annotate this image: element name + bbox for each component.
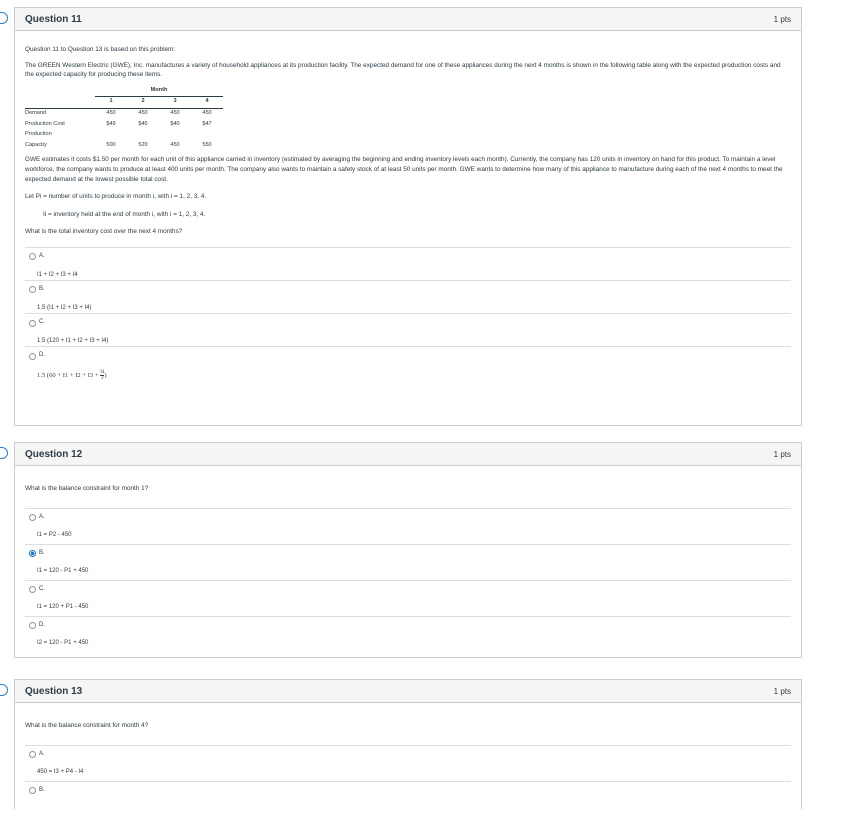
question-body — [15, 31, 801, 387]
answer-text: I1 = P2 - 450 — [37, 532, 72, 539]
question-header — [15, 8, 801, 31]
cell: 520 — [138, 141, 148, 148]
cell: 450 — [170, 141, 180, 148]
radio-button[interactable] — [29, 286, 36, 293]
question-points: 1 pts — [773, 14, 791, 24]
answer-text: 1.5 (60 + I1 + I2 + I3 + — [37, 372, 99, 380]
answer-option-d[interactable] — [25, 616, 791, 649]
answer-letter: C. — [39, 585, 45, 592]
cell: 450 — [106, 109, 116, 116]
answer-option-a[interactable] — [25, 508, 791, 544]
answer-option-c[interactable] — [25, 313, 791, 346]
radio-button[interactable] — [29, 586, 36, 593]
cell: 450 — [202, 109, 212, 116]
radio-button[interactable] — [29, 514, 36, 521]
question-header — [15, 680, 801, 703]
question-13-card — [14, 679, 802, 809]
fraction: $\frac{I4}{2}$ — [100, 370, 105, 382]
problem-text: The GREEN Western Electric (GWE), Inc. manufactures a variety of household appliances at its production facility. The expected demand for one of these appliances during the next 4 months is shown in the following table along with the expected production costs and the expected capacity for producing these items. — [25, 61, 781, 79]
answer-option-c[interactable] — [25, 580, 791, 616]
month-col: 3 — [159, 97, 191, 109]
question-title: Question 13 — [25, 685, 83, 697]
answer-text: 1.5 (I1 + I2 + I3 + I4) — [37, 304, 92, 311]
answer-letter: B. — [39, 786, 45, 793]
answer-option-b[interactable] — [25, 781, 791, 812]
table-row — [25, 141, 223, 152]
cell: $49 — [106, 120, 116, 127]
cell: 500 — [106, 141, 116, 148]
question-title: Question 12 — [25, 448, 83, 460]
table-row — [25, 130, 223, 141]
radio-button-selected[interactable] — [29, 550, 36, 557]
answer-text: I1 + I2 + I3 + I4 — [37, 271, 78, 278]
answer-list — [25, 508, 791, 649]
radio-button[interactable] — [29, 751, 36, 758]
answer-text: I1 = 120 + P1 - 450 — [37, 604, 89, 611]
answer-text: I2 = 120 - P1 + 450 — [37, 640, 89, 647]
cell: 450 — [170, 109, 180, 116]
question-points: 1 pts — [773, 686, 791, 696]
flag-question-icon[interactable] — [0, 684, 8, 696]
cell: 450 — [138, 109, 148, 116]
month-col: 4 — [191, 97, 223, 109]
cell: $45 — [138, 120, 148, 127]
answer-letter: B. — [39, 549, 45, 556]
answer-letter: A. — [39, 750, 45, 757]
flag-question-icon[interactable] — [0, 447, 8, 459]
radio-button[interactable] — [29, 320, 36, 327]
answer-letter: A. — [39, 513, 45, 520]
demand-table — [25, 86, 223, 152]
answer-letter: C. — [39, 319, 45, 326]
radio-button[interactable] — [29, 622, 36, 629]
answer-letter: D. — [39, 352, 45, 359]
row-label: Capacity — [25, 141, 47, 148]
question-text: What is the total inventory cost over the next 4 months? — [25, 228, 183, 236]
radio-button[interactable] — [29, 353, 36, 360]
row-label: Production Cost — [25, 120, 65, 127]
month-header: Month — [95, 86, 223, 97]
answer-letter: B. — [39, 286, 45, 293]
answer-list — [25, 745, 791, 812]
answer-option-d[interactable] — [25, 346, 791, 381]
question-header — [15, 443, 801, 466]
answer-letter: A. — [39, 252, 45, 259]
intro-text: Question 11 to Question 13 is based on this problem: — [25, 46, 176, 53]
table-row — [25, 120, 223, 131]
question-text: What is the balance constraint for month 1? — [25, 485, 149, 492]
answer-letter: D. — [39, 621, 45, 628]
variable-i-text: Ii = inventory held at the end of month i, with i = 1, 2, 3, 4. — [43, 210, 206, 218]
question-text: What is the balance constraint for month 4? — [25, 722, 149, 729]
question-12-card — [14, 442, 802, 658]
month-col: 1 — [95, 97, 127, 109]
cell: 550 — [202, 141, 212, 148]
estimate-text: GWE estimates it costs $1.50 per month for each unit of this appliance carried in inventory (estimated by averaging the beginning and ending inventory levels each month). Currently, the company has 120 units in inventory on hand for this product. To maintain a level workforce, the company wants to produce at least 400 units per month. The company also wants to maintain a safety stock of at least 50 units per month. GWE wants to determine how many of this appliance to manufacture during each of the next 4 months to meet the expected demand at the lowest possible total cost. — [25, 156, 783, 183]
row-label: Demand — [25, 109, 47, 116]
variable-p-text: Let Pi = number of units to produce in month i, with i = 1, 2, 3, 4. — [25, 193, 207, 201]
answer-text: 450 = I3 + P4 - I4 — [37, 769, 84, 776]
answer-option-b[interactable] — [25, 544, 791, 580]
question-11-card — [14, 7, 802, 426]
question-points: 1 pts — [773, 449, 791, 459]
cell: $40 — [170, 120, 180, 127]
answer-formula: 1.5 (60 + I1 + I2 + I3 + $\frac{I4}{2}$) — [37, 370, 107, 382]
row-label: Production — [25, 131, 52, 138]
table-row — [25, 108, 223, 119]
answer-option-b[interactable] — [25, 280, 791, 313]
month-col: 2 — [127, 97, 159, 109]
cell: $47 — [202, 120, 212, 127]
radio-button[interactable] — [29, 787, 36, 794]
radio-button[interactable] — [29, 253, 36, 260]
answer-text: 1.5 (120 + I1 + I2 + I3 + I4) — [37, 337, 109, 344]
answer-option-a[interactable] — [25, 247, 791, 280]
answer-text: I1 = 120 - P1 + 450 — [37, 568, 89, 575]
question-body — [15, 466, 801, 655]
question-body — [15, 703, 801, 818]
answer-option-a[interactable] — [25, 745, 791, 781]
answer-list — [25, 247, 791, 381]
question-title: Question 11 — [25, 13, 82, 25]
flag-question-icon[interactable] — [0, 12, 8, 24]
